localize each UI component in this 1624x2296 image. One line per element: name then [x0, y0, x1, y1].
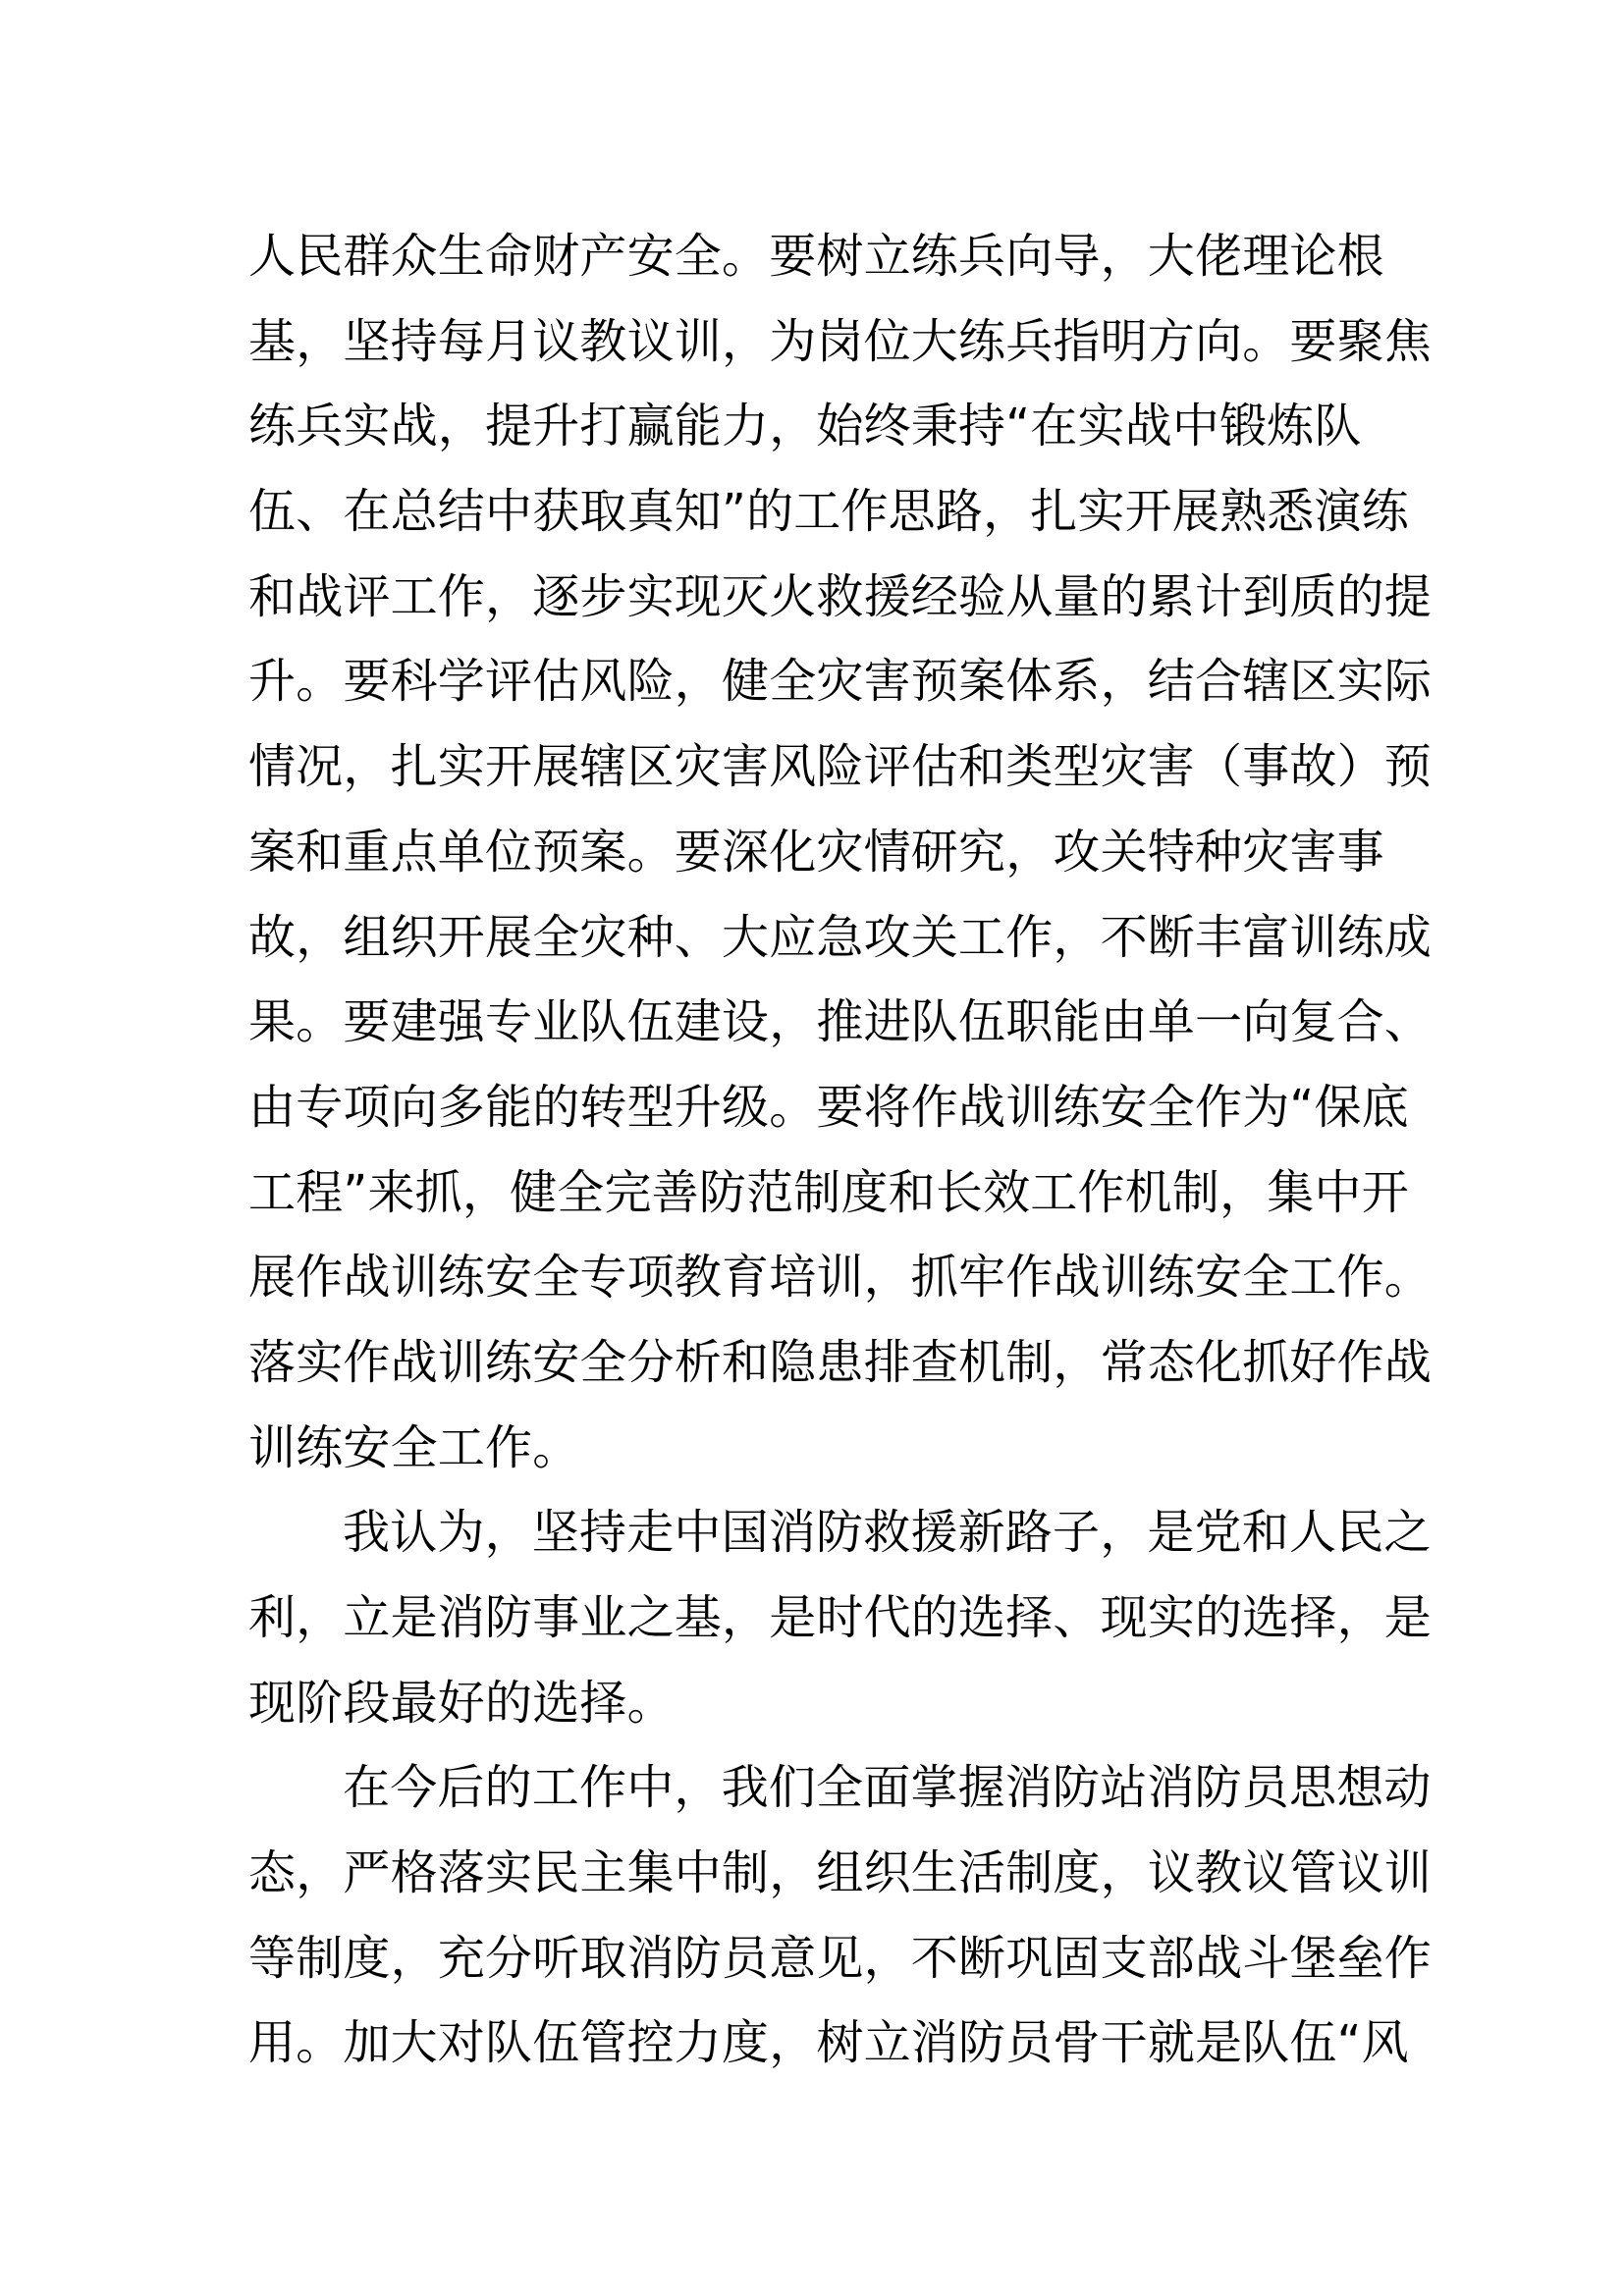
text-line: 现阶段最好的选择。 — [248, 1675, 675, 1731]
text-line: 用。加大对队伍管控力度，树立消防员骨干就是队伍“风 — [248, 2015, 1409, 2071]
paragraph — [248, 214, 1433, 1490]
text-line: 基，坚持每月议教议训，为岗位大练兵指明方向。要聚焦 — [248, 313, 1433, 369]
text-line: 练兵实战，提升打赢能力，始终秉持“在实战中锻炼队 — [248, 399, 1362, 454]
text-line: 在今后的工作中，我们全面掌握消防站消防员思想动 — [343, 1760, 1432, 1816]
text-line: 我认为，坚持走中国消防救援新路子，是党和人民之 — [343, 1505, 1432, 1561]
text-line: 落实作战训练安全分析和隐患排查机制，常态化抓好作战 — [248, 1334, 1433, 1390]
text-line: 训练安全工作。 — [248, 1419, 580, 1475]
text-line: 案和重点单位预案。要深化灾情研究，攻关特种灾害事 — [248, 824, 1384, 880]
text-line: 展作战训练安全专项教育培训，抓牢作战训练安全工作。 — [248, 1250, 1433, 1306]
text-line: 果。要建强专业队伍建设，推进队伍职能由单一向复合、 — [248, 994, 1433, 1050]
text-line: 由专项向多能的转型升级。要将作战训练安全作为“保底 — [248, 1079, 1409, 1135]
text-line: 和战评工作，逐步实现灭火救援经验从量的累计到质的提 — [248, 568, 1433, 624]
text-line: 利，立是消防事业之基，是时代的选择、现实的选择，是 — [248, 1590, 1433, 1645]
text-line: 情况，扎实开展辖区灾害风险评估和类型灾害（事故）预 — [248, 739, 1433, 795]
text-line: 伍、在总结中获取真知”的工作思路，扎实开展熟悉演练 — [248, 484, 1409, 540]
paragraph — [248, 1490, 1433, 1745]
text-line: 故，组织开展全灾种、大应急攻关工作，不断丰富训练成 — [248, 909, 1433, 965]
text-line: 人民群众生命财产安全。要树立练兵向导，大佬理论根 — [248, 229, 1384, 284]
document-page — [248, 214, 1433, 2086]
text-line: 工程”来抓，健全完善防范制度和长效工作机制，集中开 — [248, 1164, 1409, 1220]
text-line: 态，严格落实民主集中制，组织生活制度，议教议管议训 — [248, 1845, 1433, 1901]
paragraph — [248, 1745, 1433, 2086]
text-line: 等制度，充分听取消防员意见，不断巩固支部战斗堡垒作 — [248, 1930, 1433, 1986]
text-line: 升。要科学评估风险，健全灾害预案体系，结合辖区实际 — [248, 654, 1433, 710]
